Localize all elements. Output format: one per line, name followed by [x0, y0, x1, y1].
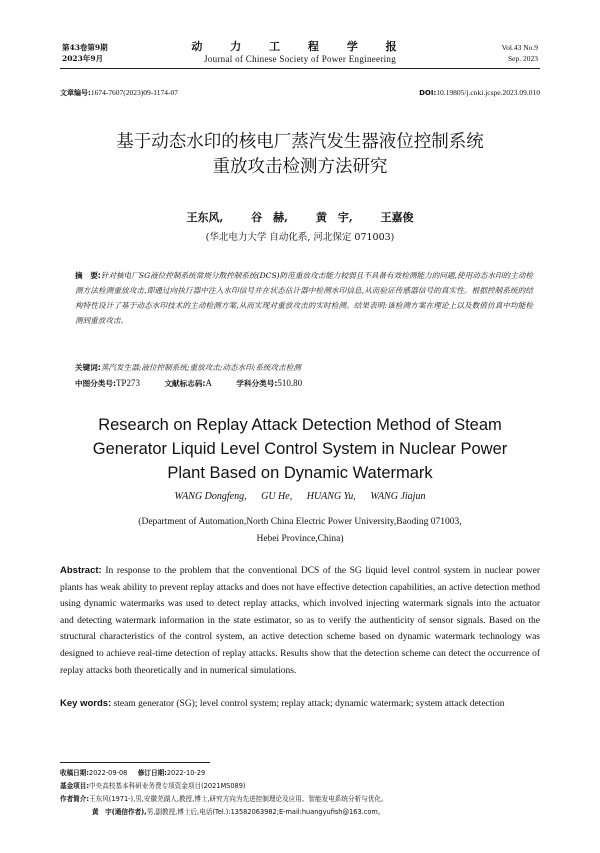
keywords-cn-text: 蒸汽发生器;液位控制系统;重放攻击;动态水印;系统攻击检测 — [100, 363, 301, 372]
footnote-rule — [60, 762, 210, 763]
clc-value: TP273 — [116, 378, 141, 388]
header-vol-en: Vol.43 No.9 — [501, 43, 538, 52]
doc-code-label: 文献标志码: — [164, 379, 206, 388]
keywords-en-text: steam generator (SG); level control system; replay attack; dynamic watermark; system attack detection — [113, 699, 505, 709]
author-en: HUANG Yu, — [306, 491, 356, 502]
corresponding-label: 黄 宇(通信作者), — [92, 808, 147, 816]
received-date: 2022-09-08 — [89, 769, 128, 777]
header-rule — [60, 68, 540, 69]
author-cn: 王嘉俊 — [380, 211, 414, 224]
author-bio-label: 作者简介: — [60, 795, 90, 803]
author-en: WANG Dongfeng, — [174, 491, 247, 502]
article-number-label: 文章编号: — [60, 89, 91, 97]
doc-code-value: A — [205, 378, 212, 388]
header-volume-cn — [62, 42, 108, 64]
author-bio-text: 王东风(1971-),男,安徽芜湖人,教授,博士,研究方向为先进控制理论及应用、智能发电系统分析与优化。 — [89, 795, 388, 803]
abstract-en-text: In response to the problem that the conventional DCS of the SG liquid level control system in nuclear power plants has weak ability to prevent replay attacks and does not have effective detection capabilities, an active detection method using dynamic watermarks was used to detect replay attacks, which involved injecting watermark signals into the actuator and detecting watermark information in the state estimator, so as to verify the authenticity of sensor signals. Based on the structural characteristics of the control system, an active detection scheme based on dynamic watermark technology was designed to achieve real-time detection of replay attacks. Results show that the detection scheme can detect the occurrence of replay attacks both theoretically and in numerical simulations. — [60, 566, 541, 676]
title-en-line2: Generator Liquid Level Control System in Nuclear Power — [92, 440, 508, 458]
abstract-en — [60, 563, 540, 679]
author-cn: 王东风, — [186, 211, 224, 224]
author-cn: 黄 宇, — [315, 211, 353, 224]
abstract-cn-label: 摘 要: — [75, 271, 101, 280]
header-volume-en — [502, 42, 538, 64]
title-en-line1: Research on Replay Attack Detection Method of Steam — [98, 416, 502, 434]
footnote-author — [60, 793, 540, 806]
abstract-en-label: Abstract: — [60, 565, 102, 576]
article-number-value: 1674-7607(2023)09-1174-07 — [90, 88, 179, 97]
header-date-en: Sep. 2023 — [508, 54, 538, 63]
revised-label: 修订日期: — [137, 769, 167, 777]
title-cn — [60, 130, 540, 180]
keywords-cn — [75, 360, 533, 375]
footnote-dates — [60, 767, 540, 780]
abstract-cn — [75, 268, 533, 328]
header-date-cn: 2023年9月 — [62, 54, 104, 63]
article-number — [60, 88, 178, 98]
corresponding-text: 男,副教授,博士后,电话(Tel.):13582063982;E-mail:huangyufish@163.com。 — [146, 808, 385, 816]
doi-label: DOI: — [419, 89, 437, 97]
title-cn-line1: 基于动态水印的核电厂蒸汽发生器液位控制系统 — [116, 132, 484, 152]
affiliation-cn: (华北电力大学 自动化系, 河北保定 071003) — [205, 232, 395, 243]
abstract-cn-text: 针对核电厂SG液位控制系统常规分散控制系统(DCS)防范重放攻击能力较弱且不具备有效检测能力的问题,使用动态水印的主动检测方法检测重放攻击,即通过向执行器中注入水印信号并在状态估计器中检测水印信息,从而验证传感器信号的真实性。根据控制系统的结构特性设计了基于动态水印技术的主动检测方案,从而实现对重放攻击的实时检测。结果表明:该检测方案在理论上以及数值仿真中均能检测到重放攻击。 — [75, 271, 533, 325]
author-en: GU He, — [261, 491, 293, 502]
journal-name-en: Journal of Chinese Society of Power Engineering — [203, 54, 397, 64]
received-label: 收稿日期: — [60, 769, 90, 777]
author-en: WANG Jiajun — [370, 491, 426, 502]
classification-cn — [75, 376, 324, 391]
clc-label: 中图分类号: — [75, 379, 117, 388]
fund-text: 中央高校基本科研业务费专项资金项目(2021MS089) — [89, 782, 246, 790]
title-en-line3: Plant Based on Dynamic Watermark — [167, 464, 433, 482]
journal-name-cn: 动 力 工 程 学 报 — [191, 40, 409, 53]
keywords-en — [60, 696, 540, 712]
doi-value: 10.19805/j.cnki.jcspe.2023.09.010 — [436, 88, 540, 97]
authors-en — [60, 491, 540, 502]
affiliation-en — [70, 514, 530, 548]
fund-label: 基金项目: — [60, 782, 90, 790]
subject-label: 学科分类号: — [236, 379, 278, 388]
affiliation-en-line1: (Department of Automation,North China Electric Power University,Baoding 071003, — [138, 517, 462, 527]
keywords-cn-label: 关键词: — [75, 363, 101, 372]
journal-header — [150, 40, 450, 65]
affiliation-en-line2: Hebei Province,China) — [256, 534, 344, 544]
footnote-fund — [60, 780, 540, 793]
keywords-en-label: Key words: — [60, 698, 112, 709]
title-en — [60, 413, 540, 485]
title-cn-line2: 重放攻击检测方法研究 — [212, 157, 388, 177]
subject-value: 510.80 — [277, 378, 303, 388]
header-vol-cn: 第43卷第9期 — [62, 43, 108, 52]
author-cn: 谷 赫, — [251, 211, 288, 224]
footnote-corresponding — [92, 806, 540, 819]
authors-cn — [60, 209, 540, 225]
revised-date: 2022-10-29 — [166, 769, 206, 777]
doi — [419, 88, 540, 97]
